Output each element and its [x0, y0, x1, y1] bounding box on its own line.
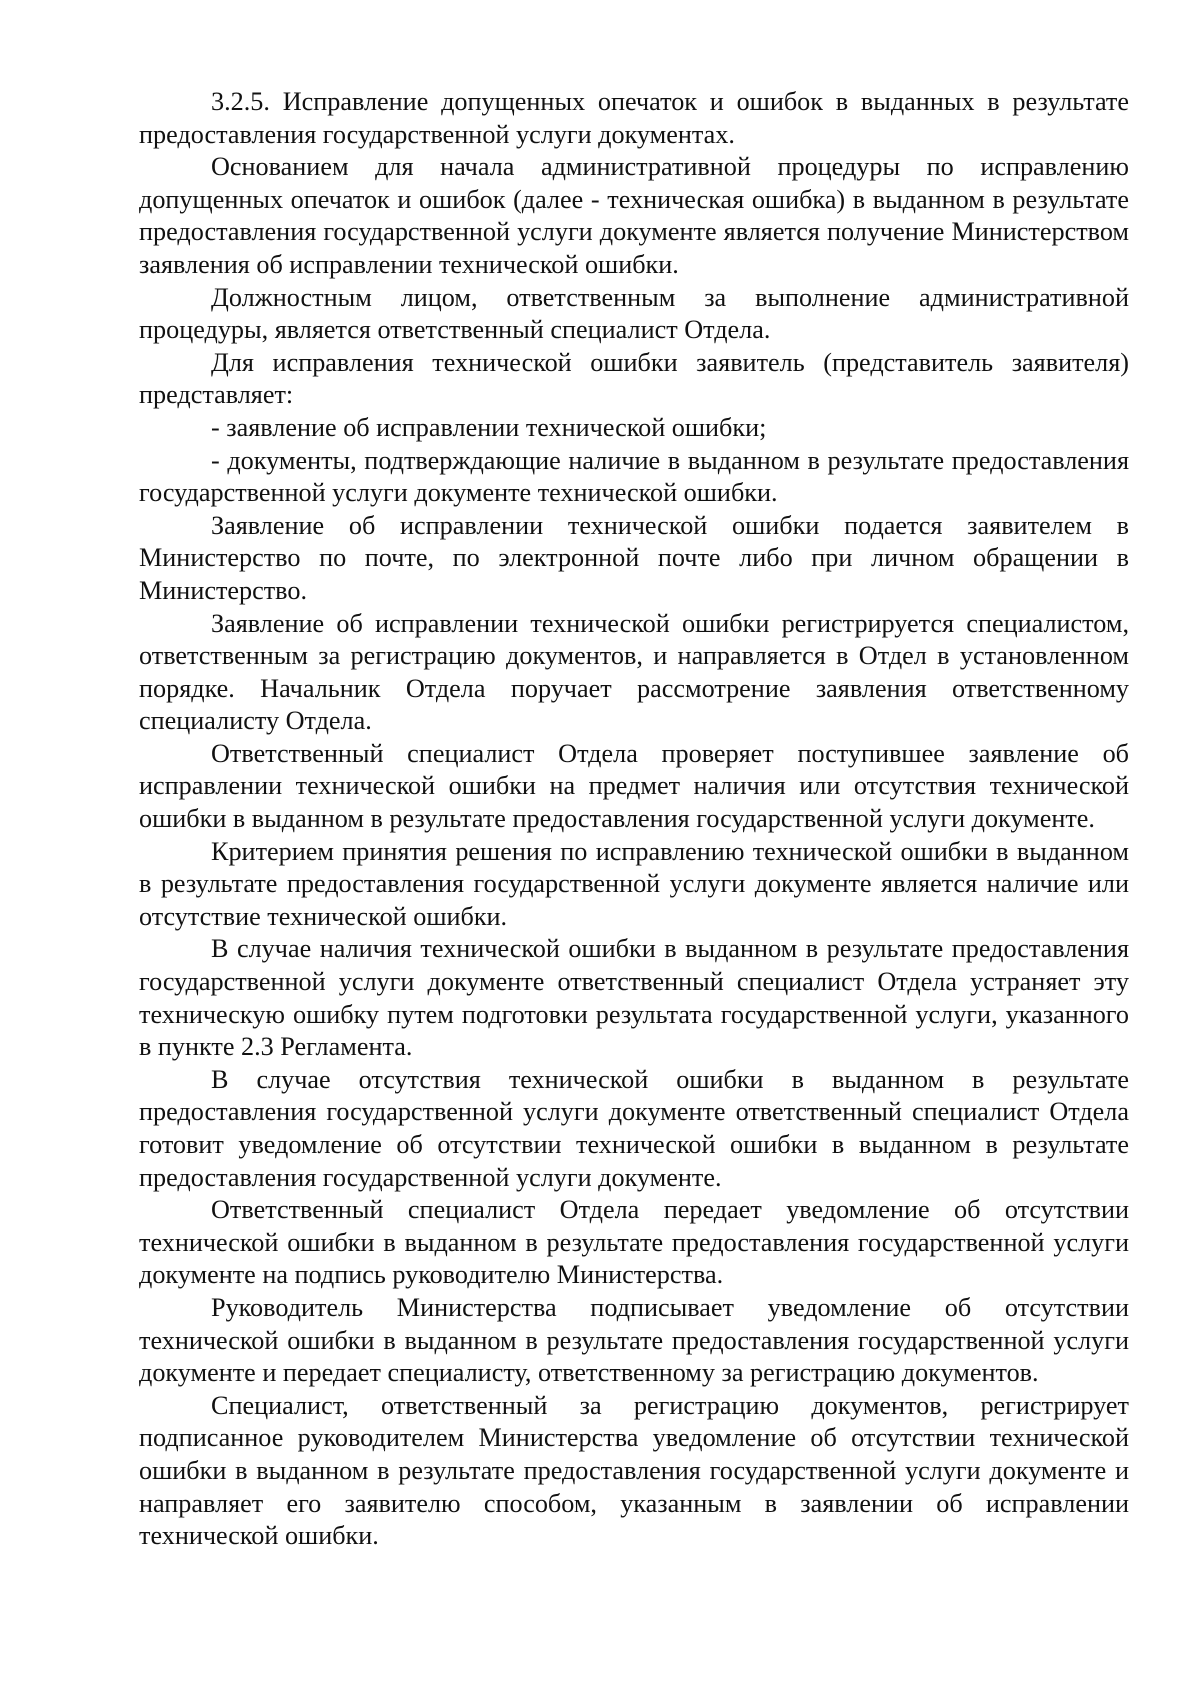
section-heading-paragraph: 3.2.5. Исправление допущенных опечаток и ошибок в выданных в результате предоставления государственной услуги документах.: [139, 87, 1129, 149]
body-paragraph: В случае наличия технической ошибки в выданном в результате предоставления государственной услуги документе ответственный специалист Отдела устраняет эту техническую ошибку путем подготовки результата государственной услуги, указанного в пункте 2.3 Регламента.: [139, 934, 1129, 1062]
body-paragraph: Ответственный специалист Отдела передает уведомление об отсутствии технической ошибки в выданном в результате предоставления государственной услуги документе на подпись руководителю Министерства.: [139, 1195, 1129, 1290]
body-paragraph: Заявление об исправлении технической ошибки регистрируется специалистом, ответственным за регистрацию документов, и направляется в Отдел в установленном порядке. Начальник Отдела поручает рассмотрение заявления ответственному специалисту Отдела.: [139, 608, 1129, 736]
body-paragraph: Специалист, ответственный за регистрацию документов, регистрирует подписанное руководителем Министерства уведомление об отсутствии технической ошибки в выданном в результате предоставления государственной услуги документе и направляет его заявителю способом, указанным в заявлении об исправлении технической ошибки.: [139, 1390, 1129, 1551]
list-item-paragraph: - заявление об исправлении технической ошибки;: [211, 412, 767, 442]
body-paragraph: Руководитель Министерства подписывает уведомление об отсутствии технической ошибки в выданном в результате предоставления государственной услуги документе и передает специалисту, ответственному за регистрацию документов.: [139, 1292, 1129, 1388]
body-paragraph: Заявление об исправлении технической ошибки подается заявителем в Министерство по почте, по электронной почте либо при личном обращении в Министерство.: [139, 510, 1129, 605]
list-item-paragraph: - документы, подтверждающие наличие в выданном в результате предоставления государственной услуги документе технической ошибки.: [139, 445, 1129, 508]
body-paragraph: В случае отсутствия технической ошибки в выданном в результате предоставления государственной услуги документе ответственный специалист Отдела готовит уведомление об отсутствии технической ошибки в выданном в результате предоставления государственной услуги документе.: [139, 1064, 1129, 1192]
body-paragraph: Для исправления технической ошибки заявитель (представитель заявителя) представляет:: [139, 347, 1129, 410]
body-paragraph: Ответственный специалист Отдела проверяет поступившее заявление об исправлении технической ошибки на предмет наличия или отсутствия технической ошибки в выданном в результате предоставления государственной услуги документе.: [139, 738, 1129, 834]
document-body: [139, 86, 1129, 1553]
body-paragraph: Основанием для начала административной процедуры по исправлению допущенных опечаток и ошибок (далее - техническая ошибка) в выданном в результате предоставления государственной услуги документе является получение Министерством заявления об исправлении технической ошибки.: [139, 152, 1129, 279]
body-paragraph: Критерием принятия решения по исправлению технической ошибки в выданном в результате предоставления государственной услуги документе является наличие или отсутствие технической ошибки.: [139, 836, 1129, 931]
body-paragraph: Должностным лицом, ответственным за выполнение административной процедуры, является ответственный специалист Отдела.: [139, 282, 1129, 345]
